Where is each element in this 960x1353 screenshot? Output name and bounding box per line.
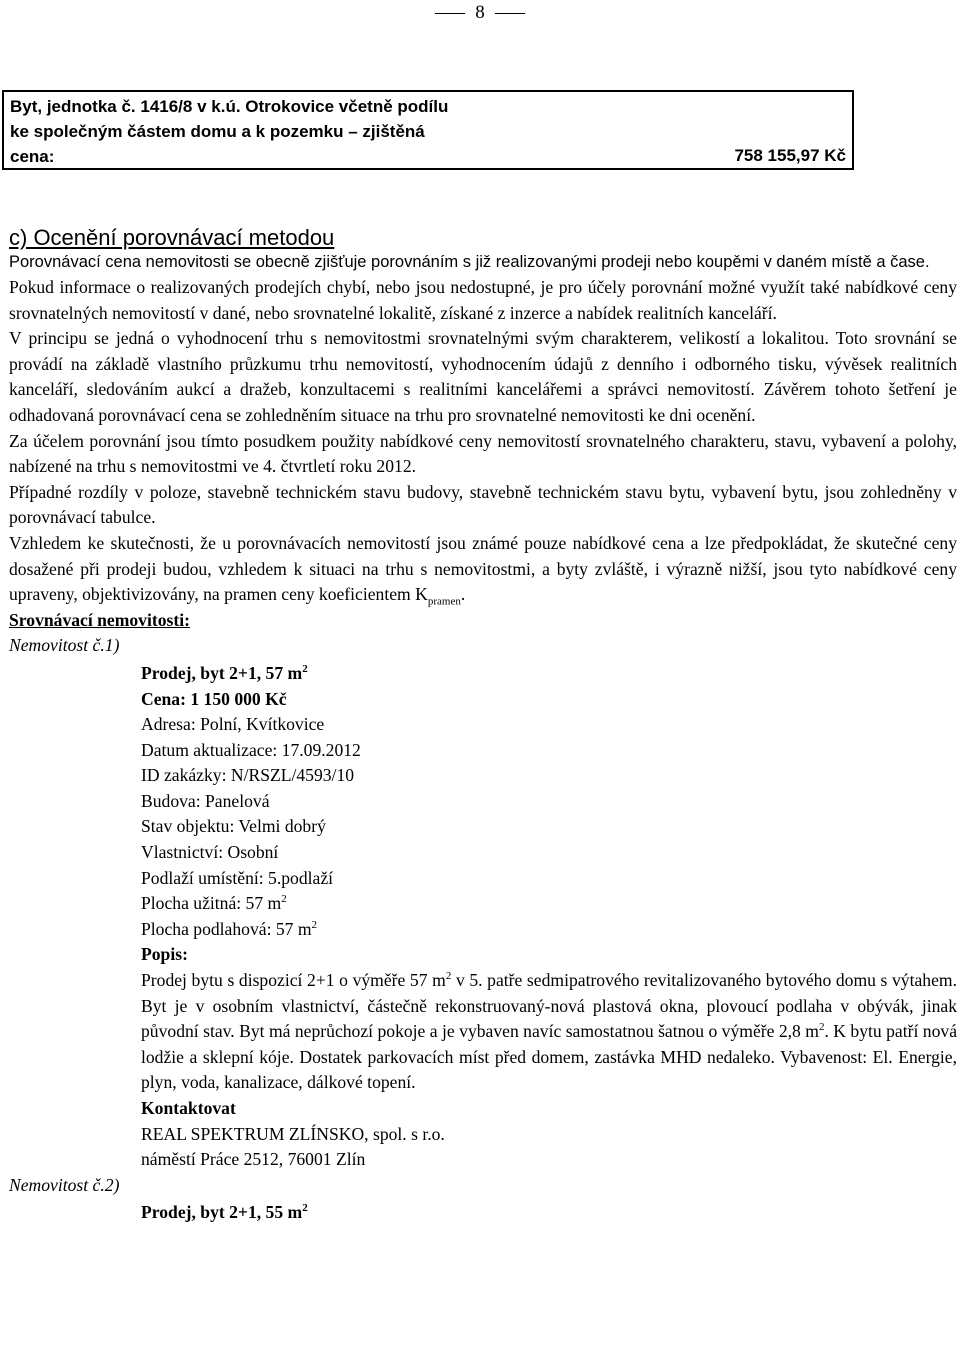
k-coefficient-subscript: pramen — [427, 595, 461, 608]
listing-1-floor-area — [141, 917, 957, 943]
listing-1-ownership: Vlastnictví: Osobní — [141, 842, 279, 863]
listing-1-desc-sup1: 2 — [445, 970, 452, 983]
listing-1-title-text: Prodej, byt 2+1, 57 m — [141, 662, 303, 683]
summary-price: 758 155,97 Kč — [734, 146, 846, 165]
listing-1-usable-area-sup: 2 — [281, 893, 287, 906]
k-coefficient-text: Vzhledem ke skutečnosti, že u porovnávacích nemovitostí jsou známé pouze nabídkové cena a lze předpokládat, že skutečné ceny dosažené při prodeji budou, vzhledem k situaci na trhu s nemovitostmi, a byty zvláště, i výrazně nižší, jsou tyto nabídkové ceny upraveny, objektivizovány, na pramen ceny koeficientem K — [9, 532, 957, 605]
listing-1-building: Budova: Panelová — [141, 790, 270, 811]
listing-1-title — [141, 661, 957, 687]
listing-1-address: Adresa: Polní, Kvítkovice — [141, 714, 325, 735]
listing-1-label: Nemovitost č.1) — [9, 635, 120, 656]
listing-1-floor: Podlaží umístění: 5.podlaží — [141, 867, 334, 888]
listing-1-contact-address: náměstí Práce 2512, 76001 Zlín — [141, 1149, 366, 1170]
paragraph-2: V principu se jedná o vyhodnocení trhu s nemovitostmi srovnatelnými svým charakterem, velikostí a lokalitou. Toto srovnání se provádí na základě vlastního průzkumu trhu nemovitostí, vyhodnocením údajů z denního i odborného tisku, vývěsek realitních kanceláří, sledováním aukcí a dražeb, konzultacemi s realitními kancelářemi a správci nemovitostí. Závěrem tohoto šetření je odhadovaná porovnávací cena se zohledněním situace na trhu pro srovnatelné nemovitosti ke dni ocenění. — [9, 328, 957, 425]
listing-1-usable-area — [141, 891, 957, 917]
listing-1-usable-area-text: Plocha užitná: 57 m — [141, 893, 282, 914]
listing-1-desc-part1: Prodej bytu s dispozicí 2+1 o výměře 57 m — [141, 970, 446, 991]
paragraph-k-coefficient — [9, 531, 957, 608]
paragraph-4: Případné rozdíly v poloze, stavebně technickém stavu budovy, stavebně technickém stavu bytu, vybavení bytu, jsou zohledněny v porovnávací tabulce. — [9, 481, 957, 528]
listing-1-order-id: ID zakázky: N/RSZL/4593/10 — [141, 765, 355, 786]
summary-label-line1: Byt, jednotka č. 1416/8 v k.ú. Otrokovice včetně podílu — [10, 97, 449, 116]
listing-1-desc-part2: v 5. patře sedmipatrového revitalizovaného bytového domu s výtahem. Byt je v osobním vlastnictví, částečně rekonstruovaný-nová plastová okna, plovoucí podlaha v obývák, jinak původní stav. Byt má neprůchozí pokoje a je vybaven navíc samostatnou šatnou o výměře 2,8 m — [141, 970, 957, 1042]
listing-1-desc-sup2: 2 — [818, 1021, 825, 1034]
comparables-heading: Srovnávací nemovitosti: — [9, 609, 190, 630]
listing-2-title-sup: 2 — [302, 1202, 308, 1215]
listing-1-condition: Stav objektu: Velmi dobrý — [141, 816, 326, 837]
listing-1-desc-heading: Popis: — [141, 944, 188, 965]
listing-2-label: Nemovitost č.2) — [9, 1174, 120, 1195]
page-number — [0, 0, 960, 26]
listing-2-title — [141, 1200, 957, 1226]
summary-label-line2: ke společným částem domu a k pozemku – zjištěná — [10, 122, 425, 141]
listing-2 — [9, 1173, 957, 1226]
listing-1-floor-area-text: Plocha podlahová: 57 m — [141, 918, 312, 939]
page-number-value: 8 — [475, 2, 485, 23]
paragraph-3: Za účelem porovnání jsou tímto posudkem použity nabídkové ceny nemovitostí srovnatelného charakteru, stavu, vybavení a polohy, nabízené na trhu s nemovitostmi ve 4. čtvrtletí roku 2012. — [9, 430, 957, 477]
summary-label-line3: cena: — [10, 147, 55, 166]
listing-1 — [9, 633, 957, 1172]
listing-1-updated: Datum aktualizace: 17.09.2012 — [141, 739, 361, 760]
paragraph-1: Pokud informace o realizovaných prodejích chybí, nebo jsou nedostupné, je pro účely porovnání možné využít také nabídkové ceny srovnatelných nemovitostí v dané, nebo srovnatelné lokalitě, získané z inzerce a nabídek realitních kanceláří. — [9, 277, 957, 323]
page-number-dash-right — [495, 13, 525, 14]
summary-price-box — [2, 90, 854, 170]
listing-1-price: Cena: 1 150 000 Kč — [141, 688, 287, 709]
listing-1-desc-part3: . K bytu patří nová lodžie a sklepní kóje. Dostatek parkovacích míst před domem, zastávka MHD nedaleko. Vybavenost: El. Energie, plyn, voda, kanalizace, dálkové topení. — [141, 1021, 958, 1093]
listing-1-contact-heading: Kontaktovat — [141, 1098, 236, 1118]
page-number-dash-left — [435, 13, 465, 14]
listing-1-contact-company: REAL SPEKTRUM ZLÍNSKO, spol. s r.o. — [141, 1123, 445, 1144]
document-body — [9, 226, 957, 1226]
listing-1-title-sup: 2 — [302, 663, 308, 676]
listing-1-floor-area-sup: 2 — [311, 918, 318, 931]
k-coefficient-end: . — [460, 584, 466, 605]
listing-2-title-text: Prodej, byt 2+1, 55 m — [141, 1202, 303, 1223]
listing-1-description — [141, 968, 957, 1096]
section-intro: Porovnávací cena nemovitosti se obecně zjišťuje porovnáním s již realizovanými prodeji nebo koupěmi v daném místě a čase. — [9, 253, 930, 271]
section-heading: c) Ocenění porovnávací metodou — [9, 225, 335, 250]
